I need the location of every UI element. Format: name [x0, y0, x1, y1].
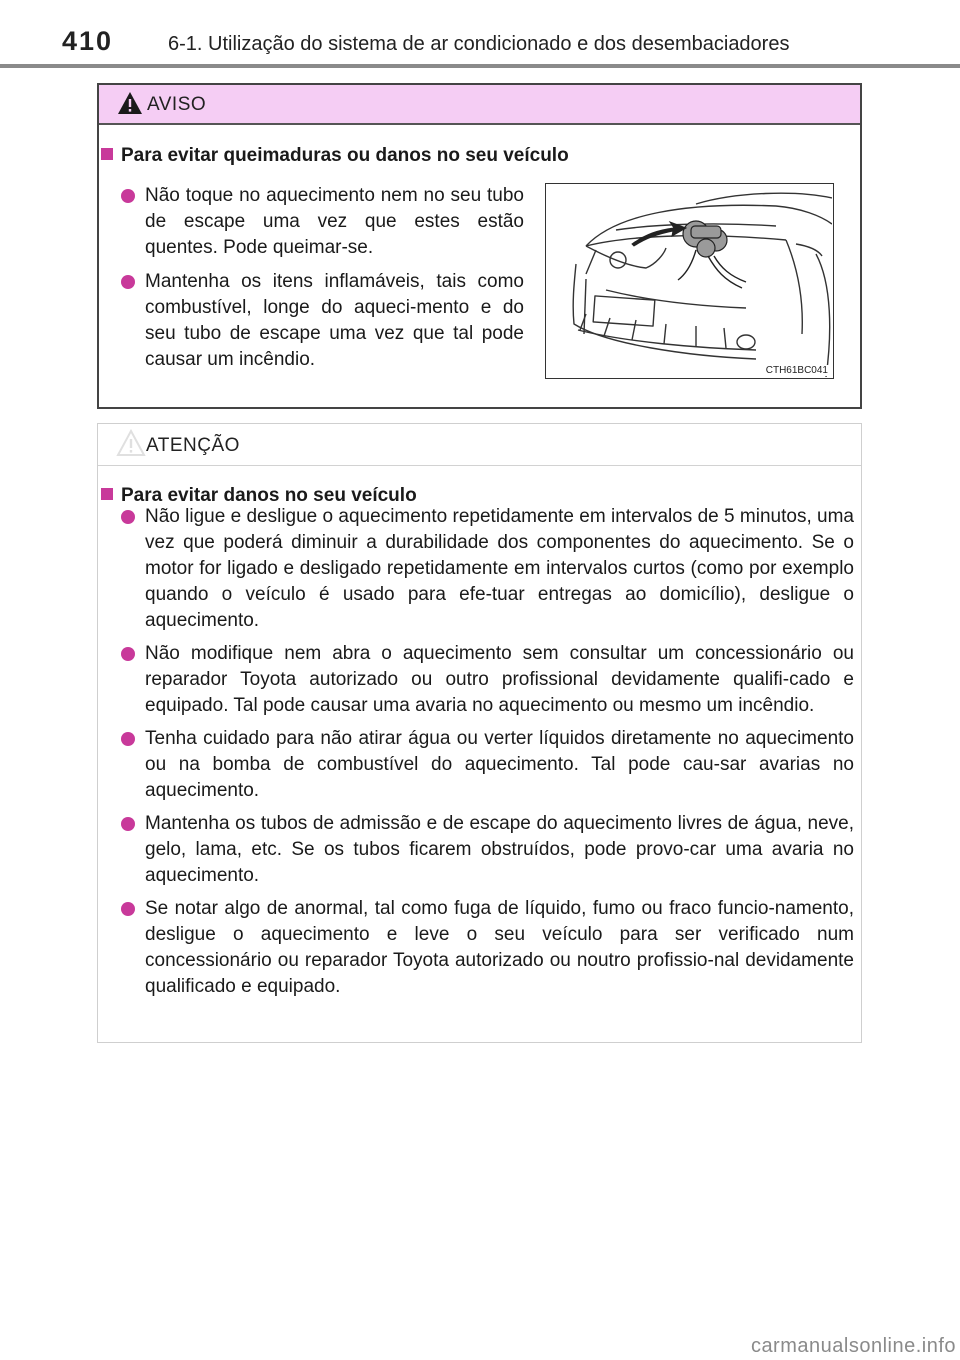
- atencao-label: ATENÇÃO: [146, 435, 240, 456]
- car-heater-illustration: [545, 183, 834, 379]
- section-title: 6-1. Utilização do sistema de ar condicionado e dos desembaciadores: [168, 33, 790, 55]
- round-bullet-icon: [121, 189, 135, 203]
- square-bullet-icon: [101, 488, 113, 500]
- round-bullet-icon: [121, 510, 135, 524]
- list-item-text: Se notar algo de anormal, tal como fuga de líquido, fumo ou fraco funcio-namento, desligue o aquecimento e leve o seu veículo para ser verificado num concessionário ou reparador Toyota autorizado ou noutro profissio-nal devidamente qualificado e equipado.: [145, 898, 854, 997]
- round-bullet-icon: [121, 275, 135, 289]
- aviso-subheading-text: Para evitar queimaduras ou danos no seu veículo: [121, 145, 569, 166]
- list-item: [121, 641, 854, 719]
- list-item-text: Tenha cuidado para não atirar água ou verter líquidos diretamente no aquecimento ou na bomba de combustível do aquecimento. Tal pode cau-sar avarias no aquecimento.: [145, 728, 854, 801]
- list-item-text: Não toque no aquecimento nem no seu tubo de escape uma vez que estes estão quentes. Pode queimar-se.: [145, 185, 524, 258]
- atencao-header: [98, 424, 861, 466]
- aviso-header: [99, 85, 860, 125]
- list-item-text: Não ligue e desligue o aquecimento repetidamente em intervalos de 5 minutos, uma vez que poderá diminuir a durabilidade dos componentes do aquecimento. Se o motor for ligado e desligado repetidamente em intervalos curtos (como por exemplo quando o veículo é usado para efe-tuar entregas ao domicílio), desligue o aquecimento.: [145, 506, 854, 631]
- aviso-subheading: [101, 145, 569, 167]
- list-item: [121, 726, 854, 804]
- round-bullet-icon: [121, 817, 135, 831]
- list-item: [121, 183, 524, 261]
- footer-watermark: carmanualsonline.info: [750, 1335, 956, 1357]
- page-number: 410: [62, 26, 114, 56]
- list-item: [121, 811, 854, 889]
- list-item: [121, 269, 524, 373]
- warning-triangle-filled-icon: [117, 91, 143, 115]
- car-front-drawing: [546, 184, 832, 377]
- atencao-subheading-text: Para evitar danos no seu veículo: [121, 485, 417, 506]
- warning-triangle-outline-icon: [116, 429, 146, 457]
- list-item-text: Mantenha os itens inflamáveis, tais como combustível, longe do aqueci-mento e do seu tubo de escape uma vez que tal pode causar um incêndio.: [145, 271, 524, 370]
- list-item-text: Não modifique nem abra o aquecimento sem consultar um concessionário ou reparador Toyota autorizado ou outro profissional devidamente qualifi-cado e equipado. Tal pode causar uma avaria no aquecimento ou mesmo um incêndio.: [145, 643, 854, 716]
- figure-code: CTH61BC041: [765, 365, 828, 376]
- round-bullet-icon: [121, 902, 135, 916]
- aviso-label: AVISO: [147, 94, 207, 115]
- aviso-list: [121, 183, 524, 380]
- round-bullet-icon: [121, 732, 135, 746]
- list-item-text: Mantenha os tubos de admissão e de escape do aquecimento livres de água, neve, gelo, lama, etc. Se os tubos ficarem obstruídos, pode provo-car uma avaria no aquecimento.: [145, 813, 854, 886]
- header-rule: [0, 64, 960, 68]
- list-item: [121, 896, 854, 1000]
- square-bullet-icon: [101, 148, 113, 160]
- round-bullet-icon: [121, 647, 135, 661]
- atencao-list: [121, 504, 854, 1007]
- list-item: [121, 504, 854, 634]
